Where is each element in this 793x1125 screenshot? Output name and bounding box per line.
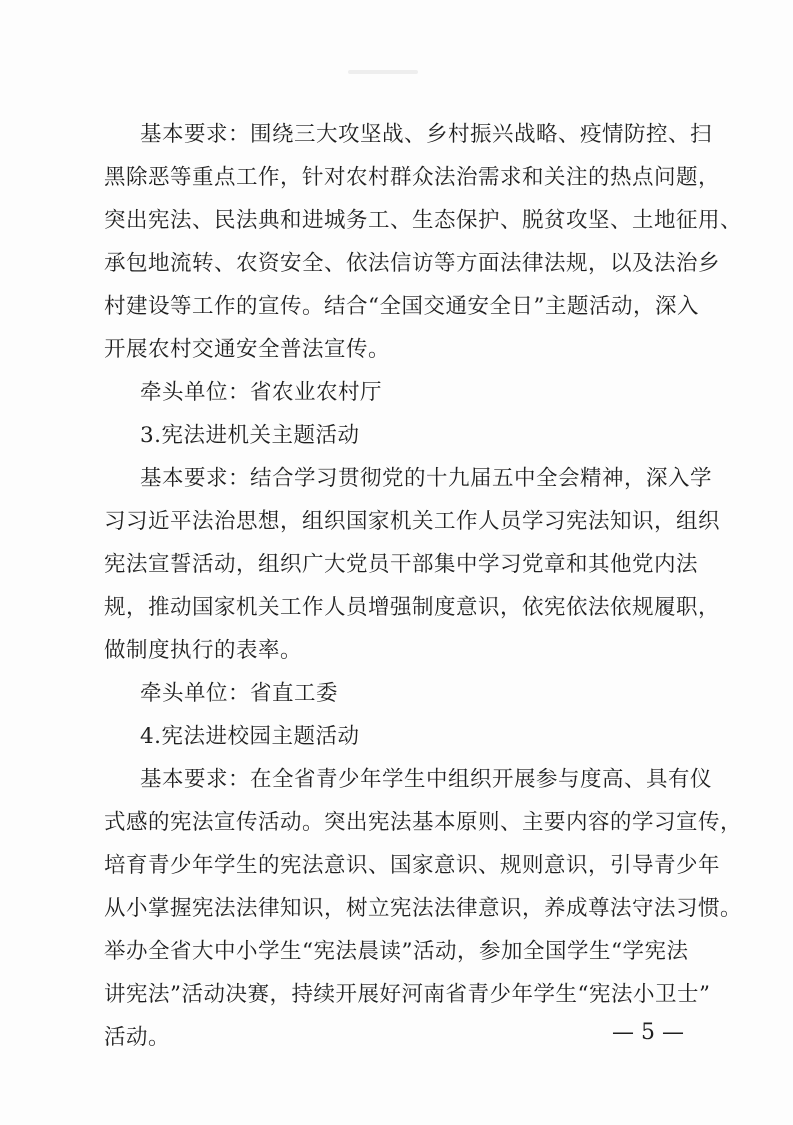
paragraph-line: 黑除恶等重点工作，针对农村群众法治需求和关注的热点问题，	[104, 165, 721, 190]
page-number: — 5 —	[612, 1020, 684, 1045]
paragraph-line: 宪法宣誓活动，组织广大党员干部集中学习党章和其他党内法	[104, 552, 699, 577]
paragraph-line: 培育青少年学生的宪法意识、国家意识、规则意识，引导青少年	[104, 853, 721, 878]
paragraph-line: 基本要求：在全省青少年学生中组织开展参与度高、具有仪	[140, 767, 713, 792]
paragraph-line: 突出宪法、民法典和进城务工、生态保护、脱贫攻坚、土地征用、	[104, 208, 743, 233]
paragraph-line: 习习近平法治思想，组织国家机关工作人员学习宪法知识，组织	[104, 509, 721, 534]
section-heading: 4.宪法进校园主题活动	[140, 724, 360, 749]
paragraph-line: 基本要求：结合学习贯彻党的十九届五中全会精神，深入学	[140, 466, 713, 491]
paragraph-line: 村建设等工作的宣传。结合“全国交通安全日”主题活动，深入	[104, 294, 699, 319]
lead-unit-line: 牵头单位：省农业农村厅	[140, 380, 383, 405]
paragraph-line: 从小掌握宪法法律知识，树立宪法法律意识，养成尊法守法习惯。	[104, 896, 743, 921]
paragraph-line: 开展农村交通安全普法宣传。	[104, 337, 391, 362]
paragraph-line: 举办全省大中小学生“宪法晨读”活动，参加全国学生“学宪法	[104, 939, 689, 964]
lead-unit-line: 牵头单位：省直工委	[140, 681, 339, 706]
paragraph-line: 讲宪法”活动决赛，持续开展好河南省青少年学生“宪法小卫士”	[104, 982, 711, 1007]
scan-mark	[348, 70, 418, 74]
paragraph-line: 基本要求：围绕三大攻坚战、乡村振兴战略、疫情防控、扫	[140, 122, 713, 147]
section-heading: 3.宪法进机关主题活动	[140, 423, 360, 448]
paragraph-line: 做制度执行的表率。	[104, 638, 303, 663]
paragraph-line: 承包地流转、农资安全、依法信访等方面法律法规，以及法治乡	[104, 251, 721, 276]
paragraph-line: 活动。	[104, 1025, 171, 1050]
paragraph-line: 规，推动国家机关工作人员增强制度意识，依宪依法依规履职，	[104, 595, 721, 620]
paragraph-line: 式感的宪法宣传活动。突出宪法基本原则、主要内容的学习宣传，	[104, 810, 743, 835]
